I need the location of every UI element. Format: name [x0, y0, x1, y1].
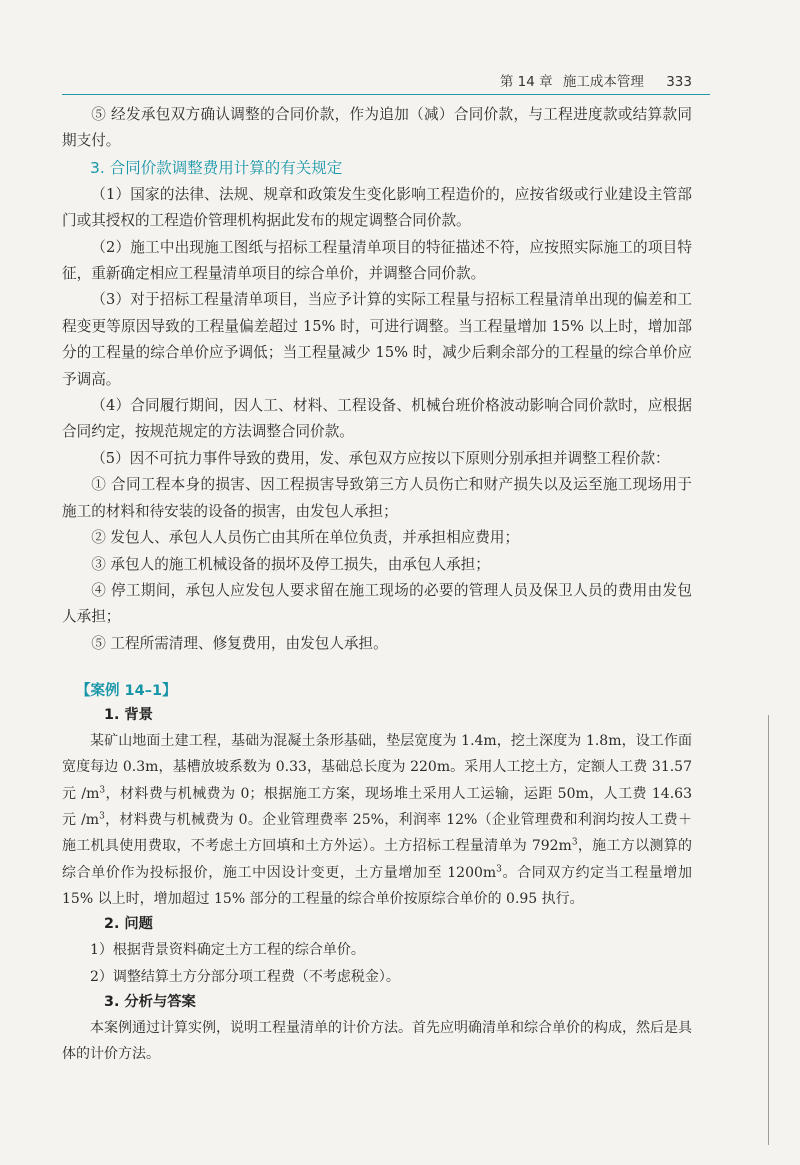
chapter-title: 施工成本管理	[562, 74, 644, 90]
intro-item: ⑤ 经发承包双方确认调整的合同价款，作为追加（减）合同价款，与工程进度款或结算款同期支付。	[62, 106, 692, 150]
paragraph-2: （2）施工中出现施工图纸与招标工程量清单项目的特征描述不符，应按照实际施工的项目特征，重新确定相应工程量清单项目的综合单价，并调整合同价款。	[62, 238, 692, 283]
page-body	[62, 102, 692, 1067]
questions-title: 2. 问题	[104, 916, 153, 933]
header-text	[500, 70, 692, 90]
superscript: 3	[99, 785, 106, 796]
chapter-label: 第 14 章	[499, 74, 553, 90]
background-part-5: 。合同双方约定当工程量增加 15% 以上时，增加超过 15% 部分的工程量的综合单价按原综合单价的 0.95 执行。	[62, 864, 693, 907]
case-title: 【案例 14–1】	[76, 683, 177, 700]
background-part-2: ，材料费与机械费为 0；根据施工方案，现场堆土采用人工运输，运距 50m，人工费 14.63 元 /m	[62, 785, 692, 829]
page-edge-line	[768, 715, 769, 1145]
paragraph-3: （3）对于招标工程量清单项目，当应予计算的实际工程量与招标工程量清单出现的偏差和工程变更等原因导致的工程量偏差超过 15% 时，可进行调整。当工程量增加 15% 以上时，增加部分的工程量的综合单价应予调低；当工程量减少 15% 时，减少后剩余部分的工程量的综合单价应予调高。	[62, 291, 692, 388]
list-item-1: ① 合同工程本身的损害、因工程损害导致第三方人员伤亡和财产损失以及运至施工现场用于施工的材料和待安装的设备的损害，由发包人承担；	[62, 476, 692, 520]
background-title: 1. 背景	[104, 707, 153, 724]
superscript: 3	[496, 863, 502, 874]
page-header	[62, 68, 710, 95]
question-1: 1）根据背景资料确定土方工程的综合单价。	[90, 942, 365, 959]
paragraph-1: （1）国家的法律、法规、规章和政策发生变化影响工程造价的，应按省级或行业建设主管部门或其授权的工程造价管理机构据此发布的规定调整合同价款。	[62, 185, 692, 230]
list-item-5: ⑤ 工程所需清理、修复费用，由发包人承担。	[91, 634, 388, 652]
background-part-3: ，材料费与机械费为 0。企业管理费率 25%，利润率 12%（企业管理费和利润均按人工费＋施工机具使用费取，不考虑土方回填和土方外运）。土方招标工程量清单为 792m	[62, 812, 692, 855]
list-item-4: ④ 停工期间，承包人应发包人要求留在施工现场的必要的管理人员及保卫人员的费用由发包人承担；	[62, 581, 692, 626]
background-part-1: 某矿山地面土建工程，基础为混凝土条形基础，垫层宽度为 1.4m，挖土深度为 1.8m，设工作面宽度每边 0.3m，基槽放坡系数为 0.33，基础总长度为 220m。采用人工挖土方，定额人工费 31.57 元 /m	[62, 733, 692, 802]
list-item-2: ② 发包人、承包人人员伤亡由其所在单位负责，并承担相应费用；	[91, 529, 520, 547]
analysis-text: 本案例通过计算实例，说明工程量清单的计价方法。首先应明确清单和综合单价的构成，然后是具体的计价方法。	[62, 1019, 692, 1063]
background-text	[62, 728, 692, 912]
paragraph-5: （5）因不可抗力事件导致的费用，发、承包双方应按以下原则分别承担并调整工程价款：	[91, 449, 670, 467]
question-2: 2）调整结算土方分部分项工程费（不考虑税金）。	[90, 968, 400, 985]
superscript: 3	[571, 837, 578, 848]
list-item-3: ③ 承包人的施工机械设备的损坏及停工损失，由承包人承担；	[91, 555, 490, 573]
page-number: 333	[666, 74, 692, 90]
background-part-4: ，施工方以测算的综合单价作为投标报价，施工中因设计变更，土方量增加至 1200m	[62, 838, 693, 881]
superscript: 3	[99, 811, 105, 822]
section-title: 3. 合同价款调整费用计算的有关规定	[90, 158, 343, 177]
case-block	[62, 679, 692, 1067]
paragraph-4: （4）合同履行期间，因人工、材料、工程设备、机械台班价格波动影响合同价款时，应根据合同约定，按规范规定的方法调整合同价款。	[62, 397, 692, 441]
analysis-title: 3. 分析与答案	[104, 993, 196, 1010]
